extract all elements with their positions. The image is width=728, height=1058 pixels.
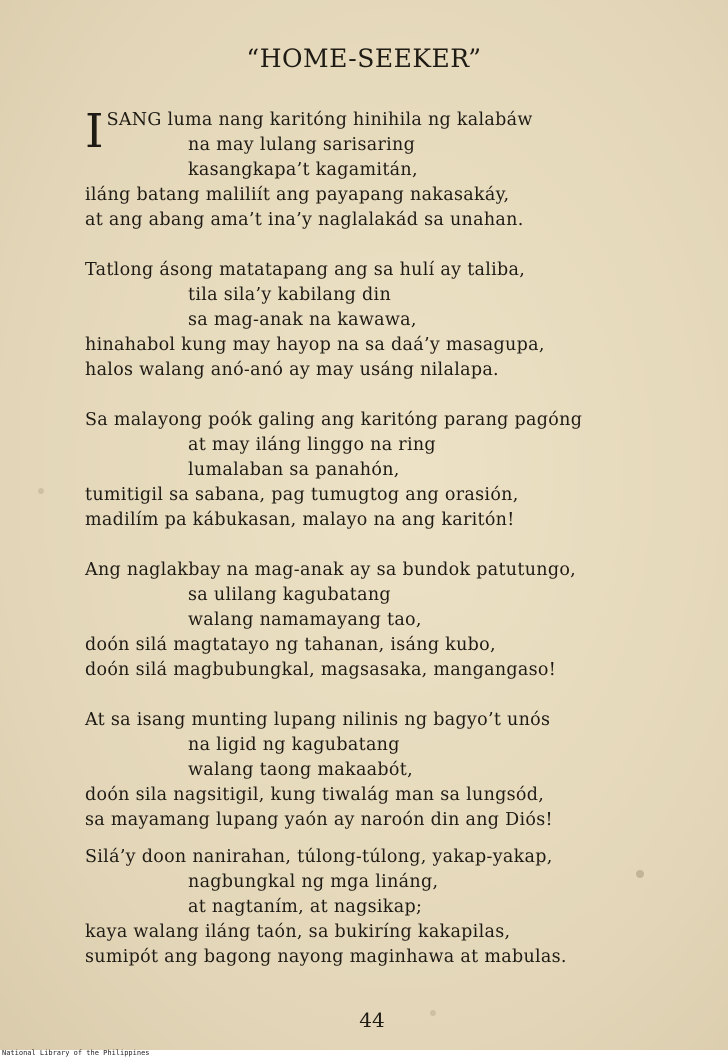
library-credit: National Library of the Philippines [2,1049,150,1057]
poem-line: kasangkapa’t kagamitán, [188,160,418,180]
stanza-1 [85,104,685,233]
poem-line: sa ulilang kagubatang [188,585,391,605]
poem-line: doón sila nagsitigil, kung tiwalág man sa lungsód, [85,785,545,805]
poem-line: sa mag-anak na kawawa, [188,310,417,330]
poem-line: at may iláng linggo na ring [188,435,436,455]
poem-line: doón silá magtatayo ng tahanan, isáng kubo, [85,635,496,655]
poem-line: Ang naglakbay na mag-anak ay sa bundok patutungo, [85,560,577,580]
poem-line: At sa isang munting lupang nilinis ng bagyo’t unós [85,710,551,730]
stanza-4 [85,558,685,683]
poem-line: kaya walang iláng taón, sa bukiríng kakapilas, [85,922,511,942]
poem-line: lumalaban sa panahón, [188,460,400,480]
foxing-spot [38,488,44,494]
foxing-spot [636,870,644,878]
stanza-5 [85,708,685,833]
poem-line: Sa malayong poók galing ang karitóng parang pagóng [85,410,583,430]
poem-line: iláng batang maliliít ang payapang nakasakáy, [85,185,510,205]
stanza-6 [85,845,685,970]
page-number: 44 [359,1008,385,1032]
poem-line: walang taong makaabót, [188,760,413,780]
drop-cap: I [85,104,104,159]
poem-line: tumitigil sa sabana, pag tumugtog ang orasión, [85,485,519,505]
poem-line: tila sila’y kabilang din [188,285,392,305]
foxing-spot [430,1010,436,1016]
poem-line: Silá’y doon nanirahan, túlong-túlong, yakap-yakap, [85,847,553,867]
poem-line: at nagtaním, at nagsikap; [188,897,423,917]
poem-line: Tatlong ásong matatapang ang sa hulí ay taliba, [85,260,526,280]
poem-title: “HOME-SEEKER” [246,44,482,73]
poem-line: at ang abang ama’t ina’y naglalakád sa unahan. [85,210,524,230]
poem-line: nagbungkal ng mga lináng, [188,872,439,892]
poem-line: doón silá magbubungkal, magsasaka, mangangaso! [85,660,557,680]
poem-line: sumipót ang bagong nayong maginhawa at mabulas. [85,947,567,967]
stanza-2 [85,258,685,383]
poem-line: na ligid ng kagubatang [188,735,400,755]
poem-line: halos walang anó-anó ay may usáng nilalapa. [85,360,499,380]
poem-line: walang namamayang tao, [188,610,422,630]
poem-line: hinahabol kung may hayop na sa daá’y masagupa, [85,335,545,355]
poem-line: madilím pa kábukasan, malayo na ang karitón! [85,510,515,530]
poem-body [85,104,685,970]
poem-line: SANG luma nang karitóng hinihila ng kalabáw [106,110,533,130]
stanza-3 [85,408,685,533]
poem-line: sa mayamang lupang yaón ay naroón din ang Diós! [85,810,553,830]
poem-line: na may lulang sarisaring [188,135,416,155]
